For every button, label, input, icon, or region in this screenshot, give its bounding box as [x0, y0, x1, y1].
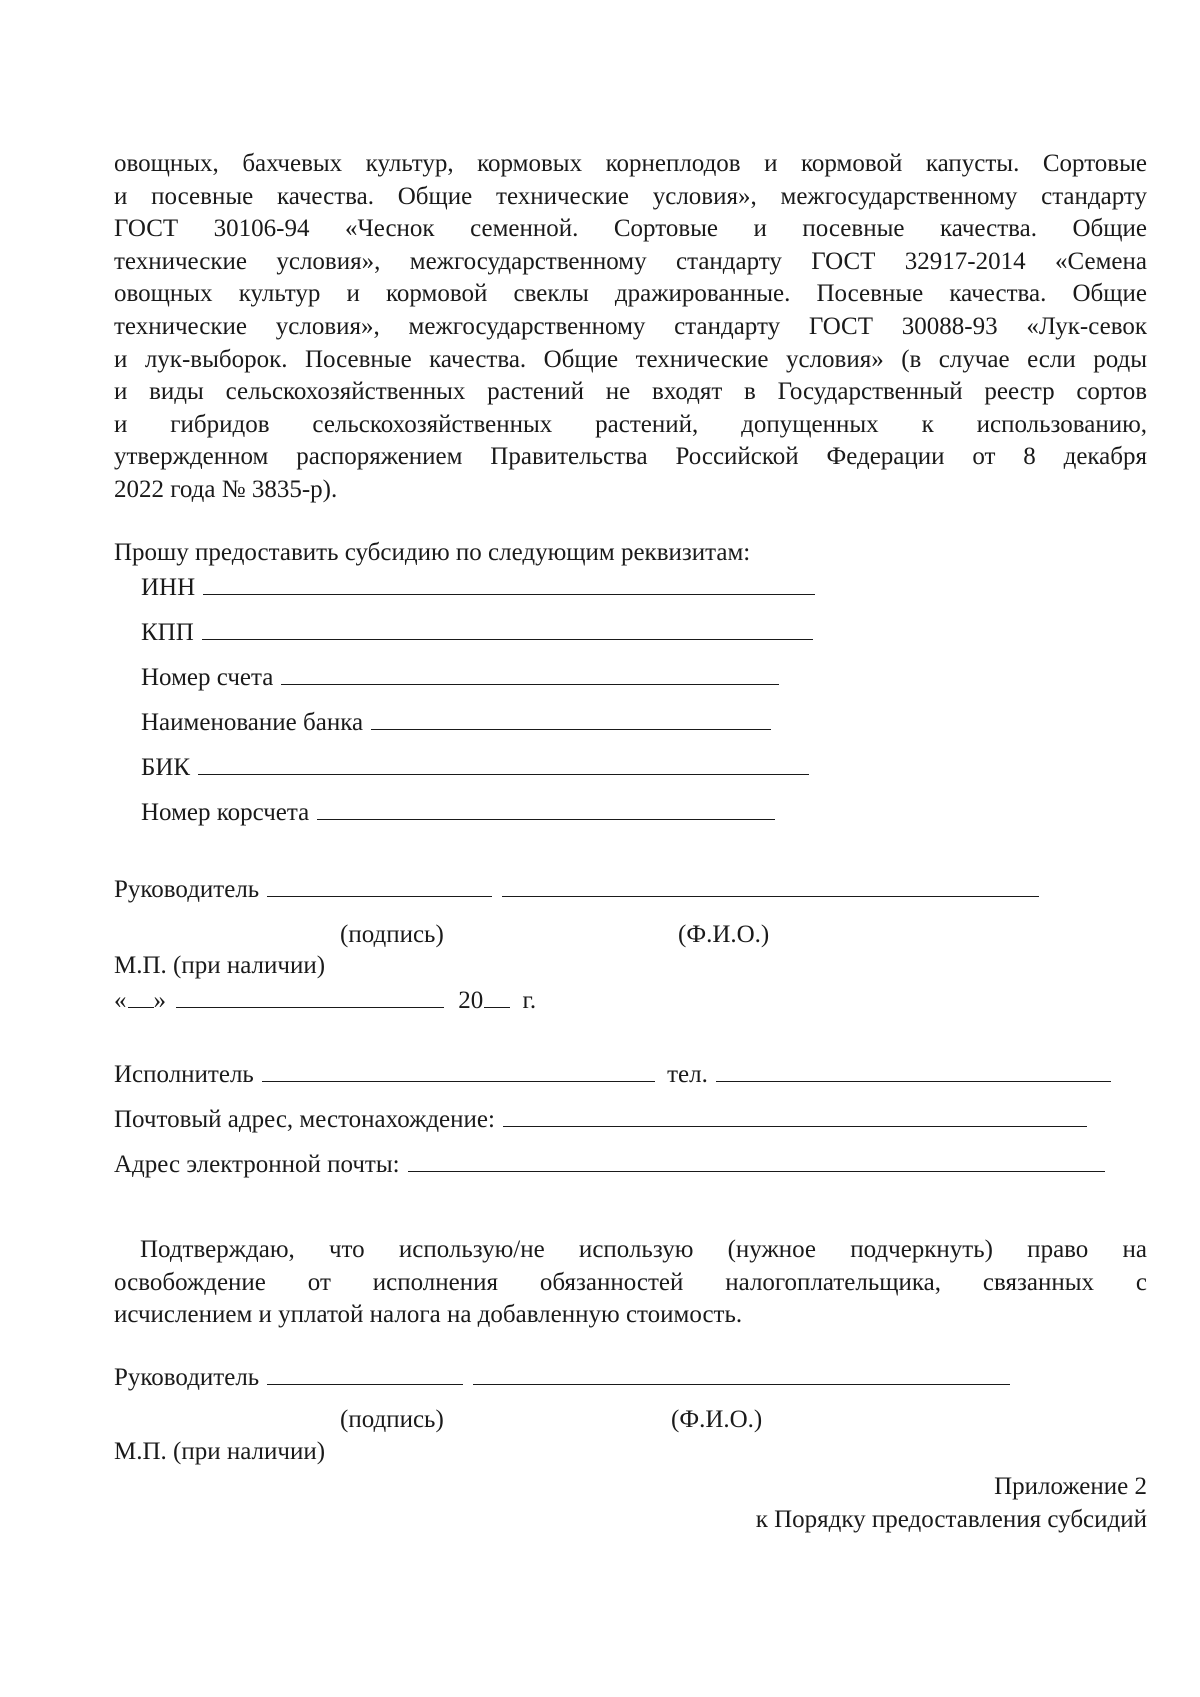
date-year-input[interactable]	[484, 985, 510, 1008]
intro-line: и виды сельскохозяйственных растений не входят в Государственный реестр сортов	[114, 378, 1147, 406]
head-signature-row	[114, 874, 1039, 905]
head-signature-input[interactable]	[267, 874, 492, 897]
kpp-input[interactable]	[202, 617, 813, 640]
bik-field-row	[141, 752, 809, 783]
head-label: Руководитель	[114, 876, 260, 903]
postal-address-label: Почтовый адрес, местонахождение:	[114, 1106, 495, 1133]
date-day-input[interactable]	[128, 985, 154, 1008]
intro-line: овощных культур и кормовой свеклы дражированные. Посевные качества. Общие	[114, 280, 1147, 308]
date-close-quote: »	[153, 987, 166, 1014]
head-name-input-2[interactable]	[473, 1362, 1010, 1385]
account-number-label: Номер счета	[141, 664, 274, 691]
phone-label: тел.	[667, 1061, 708, 1088]
executor-row	[114, 1059, 1111, 1090]
bank-name-field-row	[141, 707, 771, 738]
intro-line: технические условия», межгосударственному стандарту ГОСТ 32917-2014 «Семена	[114, 247, 1147, 275]
inn-label: ИНН	[141, 574, 196, 601]
intro-line: ГОСТ 30106-94 «Чеснок семенной. Сортовые и посевные качества. Общие	[114, 215, 1147, 243]
head-name-input[interactable]	[502, 874, 1039, 897]
appendix-subtitle: к Порядку предоставления субсидий	[755, 1506, 1147, 1533]
date-month-input[interactable]	[176, 985, 444, 1008]
appendix-title: Приложение 2	[994, 1473, 1147, 1500]
corr-account-label: Номер корсчета	[141, 799, 310, 826]
date-row	[114, 985, 536, 1016]
inn-field-row	[141, 572, 815, 603]
bank-name-input[interactable]	[371, 707, 771, 730]
head-signature-input-2[interactable]	[267, 1362, 463, 1385]
date-open-quote: «	[114, 987, 127, 1014]
head-signature-row-2	[114, 1362, 1010, 1393]
head-label-2: Руководитель	[114, 1364, 260, 1391]
corr-account-input[interactable]	[317, 797, 775, 820]
intro-line: и лук-выборок. Посевные качества. Общие технические условия» (в случае если роды	[114, 345, 1147, 373]
date-year-suffix: г.	[522, 987, 537, 1014]
vat-line: Подтверждаю, что использую/не использую (нужное подчеркнуть) право на	[140, 1236, 1147, 1263]
requisites-heading: Прошу предоставить субсидию по следующим реквизитам:	[114, 539, 751, 566]
intro-paragraph	[114, 148, 1147, 507]
email-row	[114, 1149, 1105, 1180]
bik-label: БИК	[141, 754, 191, 781]
name-caption: (Ф.И.О.)	[678, 921, 770, 948]
intro-line: 2022 года № 3835-р).	[114, 475, 338, 503]
phone-input[interactable]	[716, 1059, 1111, 1082]
account-number-field-row	[141, 662, 779, 693]
vat-line: исчислением и уплатой налога на добавленную стоимость.	[114, 1301, 743, 1329]
date-year-prefix: 20	[458, 987, 484, 1014]
email-label: Адрес электронной почты:	[114, 1151, 400, 1178]
signature-caption: (подпись)	[340, 921, 444, 948]
postal-address-input[interactable]	[503, 1104, 1087, 1127]
executor-input[interactable]	[262, 1059, 655, 1082]
email-input[interactable]	[408, 1149, 1105, 1172]
vat-confirmation-paragraph	[114, 1234, 1147, 1332]
intro-line: овощных, бахчевых культур, кормовых корнеплодов и кормовой капусты. Сортовые	[114, 150, 1147, 177]
stamp-note: М.П. (при наличии)	[114, 952, 326, 979]
inn-input[interactable]	[203, 572, 815, 595]
intro-line: технические условия», межгосударственному стандарту ГОСТ 30088-93 «Лук-севок	[114, 312, 1147, 340]
kpp-field-row	[141, 617, 813, 648]
postal-address-row	[114, 1104, 1087, 1135]
account-number-input[interactable]	[281, 662, 779, 685]
intro-line: и посевные качества. Общие технические условия», межгосударственному стандарту	[114, 182, 1147, 210]
stamp-note-2: М.П. (при наличии)	[114, 1438, 326, 1465]
bank-name-label: Наименование банка	[141, 709, 364, 736]
intro-line: и гибридов сельскохозяйственных растений, допущенных к использованию,	[114, 410, 1147, 438]
vat-line: освобождение от исполнения обязанностей налогоплательщика, связанных с	[114, 1268, 1147, 1296]
name-caption-2: (Ф.И.О.)	[671, 1406, 763, 1433]
signature-caption-2: (подпись)	[340, 1406, 444, 1433]
intro-line: утвержденном распоряжением Правительства Российской Федерации от 8 декабря	[114, 443, 1147, 471]
bik-input[interactable]	[198, 752, 809, 775]
corr-account-field-row	[141, 797, 775, 828]
kpp-label: КПП	[141, 619, 194, 646]
executor-label: Исполнитель	[114, 1061, 254, 1088]
